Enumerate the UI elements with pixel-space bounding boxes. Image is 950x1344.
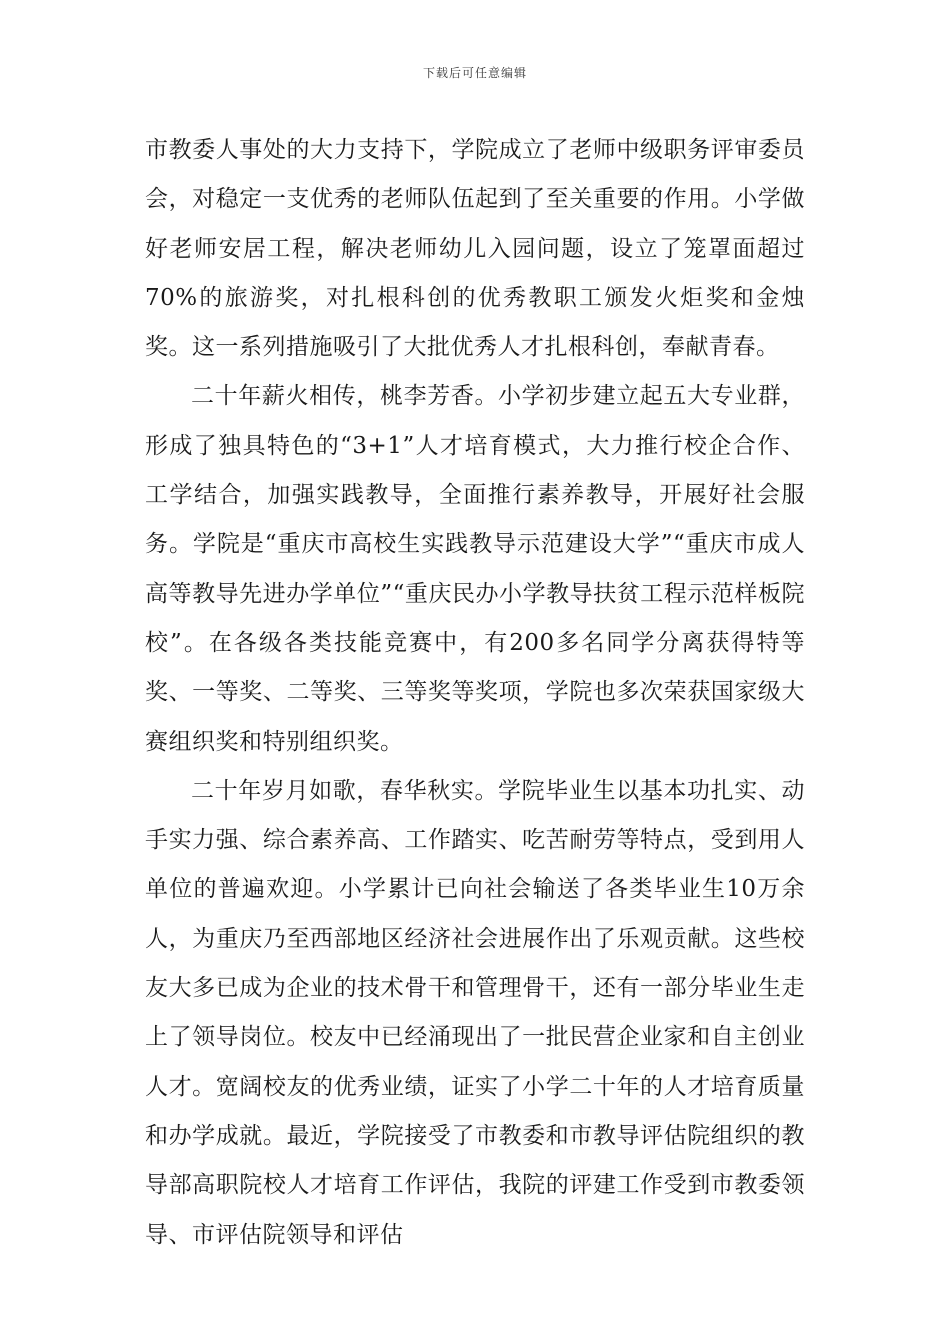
- document-body: [145, 126, 805, 1260]
- paragraph-support-measures: 市教委人事处的大力支持下，学院成立了老师中级职务评审委员会，对稳定一支优秀的老师队伍起到了至关重要的作用。小学做好老师安居工程，解决老师幼儿入园问题，设立了笼罩面超过70%的旅游奖，对扎根科创的优秀教职工颁发火炬奖和金烛奖。这一系列措施吸引了大批优秀人才扎根科创，奉献青春。: [145, 137, 805, 361]
- paragraph-talent-training: 二十年薪火相传，桃李芳香。小学初步建立起五大专业群，形成了独具特色的“3+1”人才培育模式，大力推行校企合作、工学结合，加强实践教导，全面推行素养教导，开展好社会服务。学院是“重庆市高校生实践教导示范建设大学”“重庆市成人高等教导先进办学单位”“重庆民办小学教导扶贫工程示范样板院校”。在各级各类技能竞赛中，有200多名同学分离获得特等奖、一等奖、二等奖、三等奖等奖项，学院也多次荣获国家级大赛组织奖和特别组织奖。: [145, 383, 805, 755]
- page-header: 下载后可任意编辑: [422, 66, 527, 80]
- paragraph-graduates: 二十年岁月如歌，春华秋实。学院毕业生以基本功扎实、动手实力强、综合素养高、工作踏实、吃苦耐劳等特点，受到用人单位的普遍欢迎。小学累计已向社会输送了各类毕业生10万余人，为重庆乃至西部地区经济社会进展作出了乐观贡献。这些校友大多已成为企业的技术骨干和管理骨干，还有一部分毕业生走上了领导岗位。校友中已经涌现出了一批民营企业家和自主创业人才。宽阔校友的优秀业绩，证实了小学二十年的人才培育质量和办学成就。最近，学院接受了市教委和市教导评估院组织的教导部高职院校人才培育工作评估，我院的评建工作受到市教委领导、市评估院领导和评估: [145, 777, 805, 1248]
